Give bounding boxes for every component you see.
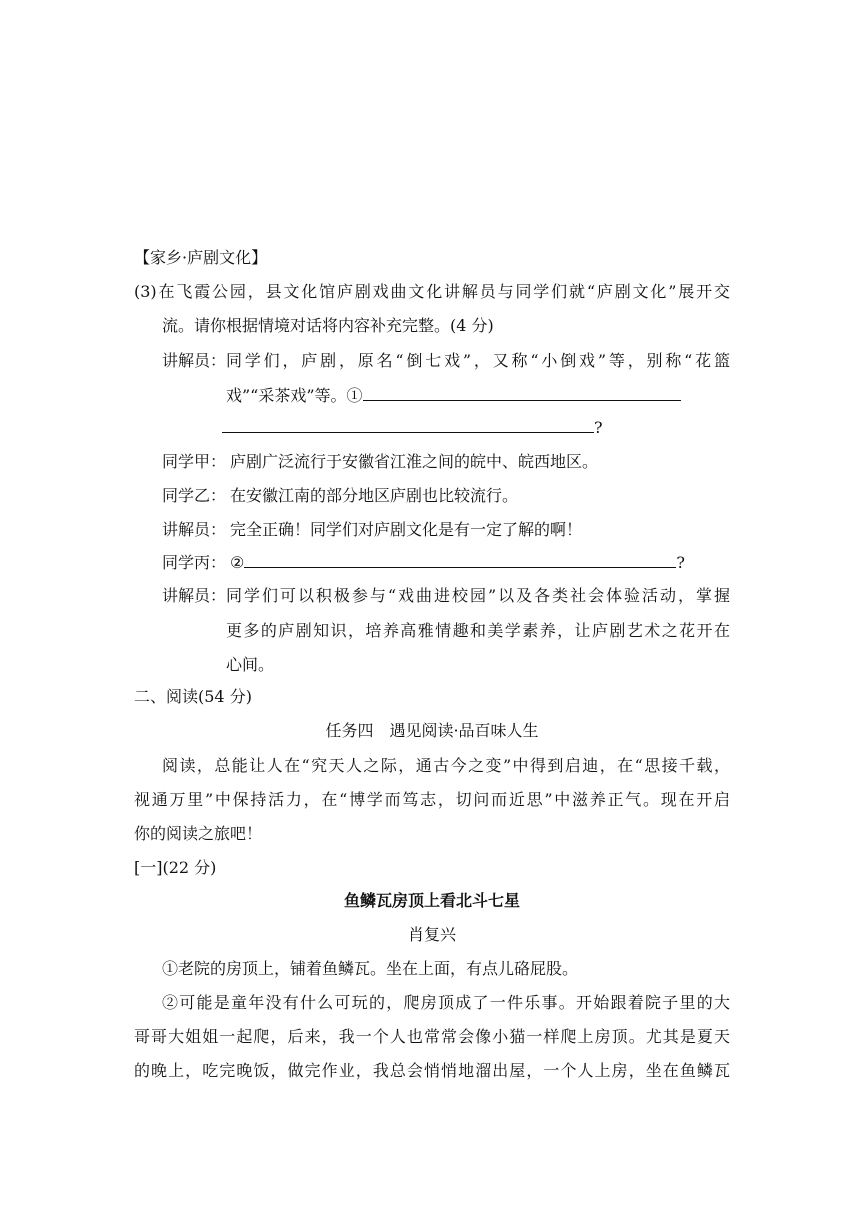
paragraph-2-line-3: 的晚上，吃完晚饭，做完作业，我总会悄悄地溜出屋，一个人上房，坐在鱼鳞瓦: [134, 1061, 730, 1080]
student-b-text: 在安徽江南的部分地区庐剧也比较流行。: [230, 486, 519, 505]
guide-1-line-1: 同学们，庐剧，原名“倒七戏”，又称“小倒戏”等，别称“花篮: [226, 351, 730, 370]
paragraph-2-line-2: 哥哥大姐姐一起爬，后来，我一个人也常常会像小猫一样爬上房顶。尤其是夏天: [134, 1027, 730, 1046]
article-title: 鱼鳞瓦房顶上看北斗七星: [343, 891, 520, 910]
section-header: 【家乡·庐剧文化】: [134, 248, 268, 267]
student-a-text: 庐剧广泛流行于安徽省江淮之间的皖中、皖西地区。: [230, 452, 599, 471]
guide-3-line-2: 更多的庐剧知识，培养高雅情趣和美学素养，让庐剧艺术之花开在: [226, 621, 730, 640]
article-author: 肖复兴: [407, 925, 456, 944]
speaker-label-student-c: 同学丙：: [162, 553, 227, 572]
guide-3-line-3: 心间。: [226, 655, 275, 674]
question-mark: ?: [594, 418, 603, 437]
speaker-label-guide: 讲解员：: [162, 586, 227, 605]
paragraph-2-line-1: ②可能是童年没有什么可玩的，爬房顶成了一件乐事。开始跟着院子里的大: [162, 993, 730, 1012]
section-heading-reading: 二、阅读(54 分): [134, 687, 252, 706]
student-c-text: ②: [230, 553, 245, 572]
guide-3-line-1: 同学们可以积极参与“戏曲进校园”以及各类社会体验活动，掌握: [226, 586, 730, 605]
question-3-line-2: 流。请你根据情境对话将内容补充完整。(4 分): [162, 316, 494, 335]
intro-line-3: 你的阅读之旅吧！: [134, 824, 263, 843]
speaker-label-student-b: 同学乙：: [162, 486, 227, 505]
answer-blank-1a[interactable]: [363, 386, 681, 401]
intro-line-2: 视通万里”中保持活力，在“博学而笃志，切问而近思”中滋养正气。现在开启: [134, 790, 730, 809]
question-mark: ?: [676, 553, 685, 572]
guide-2-text: 完全正确！同学们对庐剧文化是有一定了解的啊！: [230, 520, 583, 539]
speaker-label-guide: 讲解员：: [162, 351, 227, 370]
task-title: 任务四 遇见阅读·品百味人生: [325, 721, 539, 740]
question-3-line-1: (3)在飞霞公园，县文化馆庐剧戏曲文化讲解员与同学们就“庐剧文化”展开交: [134, 282, 730, 301]
answer-blank-1b[interactable]: [222, 418, 594, 433]
speaker-label-guide: 讲解员：: [162, 520, 227, 539]
speaker-label-student-a: 同学甲：: [162, 452, 227, 471]
answer-blank-2[interactable]: [244, 553, 676, 568]
part-1-label: [一](22 分): [134, 858, 217, 877]
paragraph-1: ①老院的房顶上，铺着鱼鳞瓦。坐在上面，有点儿硌屁股。: [162, 959, 579, 978]
intro-line-1: 阅读，总能让人在“究天人之际，通古今之变”中得到启迪，在“思接千载，: [162, 756, 730, 775]
guide-1-line-2: 戏”“采茶戏”等。①: [226, 386, 363, 405]
